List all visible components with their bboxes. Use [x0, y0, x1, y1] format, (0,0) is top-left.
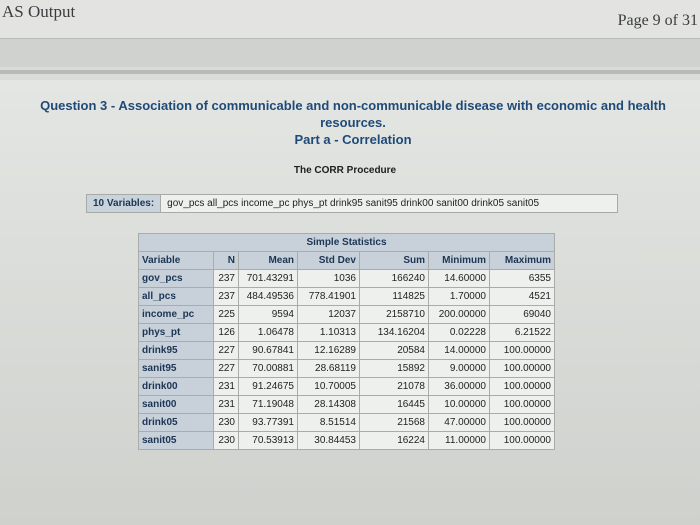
variables-label: 10 Variables:: [87, 195, 161, 212]
table-caption: Simple Statistics: [139, 234, 555, 252]
table-cell: 484.49536: [239, 288, 298, 306]
procedure-title: The CORR Procedure: [293, 165, 397, 176]
table-cell: 93.77391: [239, 414, 298, 432]
table-cell: 200.00000: [429, 306, 490, 324]
row-label: all_pcs: [139, 288, 214, 306]
table-row: [139, 270, 555, 288]
table-cell: 100.00000: [490, 432, 555, 450]
table-cell: 71.19048: [239, 396, 298, 414]
simple-statistics-table: [138, 233, 555, 450]
row-label: sanit00: [139, 396, 214, 414]
table-header-row: [139, 252, 555, 270]
table-cell: 166240: [360, 270, 429, 288]
column-header: Mean: [239, 252, 298, 270]
table-cell: 114825: [360, 288, 429, 306]
table-cell: 16224: [360, 432, 429, 450]
table-row: [139, 342, 555, 360]
table-cell: 6.21522: [490, 324, 555, 342]
column-header: Variable: [139, 252, 214, 270]
table-cell: 11.00000: [429, 432, 490, 450]
heading-line-3: Part a - Correlation: [294, 132, 412, 147]
table-cell: 100.00000: [490, 360, 555, 378]
table-cell: 36.00000: [429, 378, 490, 396]
table-cell: 15892: [360, 360, 429, 378]
table-cell: 701.43291: [239, 270, 298, 288]
table-cell: 126: [214, 324, 239, 342]
table-cell: 6355: [490, 270, 555, 288]
table-cell: 225: [214, 306, 239, 324]
table-cell: 231: [214, 396, 239, 414]
table-cell: 227: [214, 342, 239, 360]
table-cell: 1.06478: [239, 324, 298, 342]
table-cell: 10.70005: [298, 378, 360, 396]
column-header: Std Dev: [298, 252, 360, 270]
table-cell: 12.16289: [298, 342, 360, 360]
question-heading: [8, 97, 698, 148]
window-title-bar: [0, 0, 700, 39]
table-cell: 70.00881: [239, 360, 298, 378]
variables-box: [86, 194, 618, 213]
heading-line-2: resources.: [320, 115, 386, 130]
table-row: [139, 396, 555, 414]
table-cell: 100.00000: [490, 414, 555, 432]
toolbar-divider: [0, 70, 700, 74]
row-label: drink00: [139, 378, 214, 396]
table-cell: 28.14308: [298, 396, 360, 414]
table-cell: 100.00000: [490, 396, 555, 414]
row-label: sanit95: [139, 360, 214, 378]
table-cell: 70.53913: [239, 432, 298, 450]
table-row: [139, 378, 555, 396]
table-cell: 16445: [360, 396, 429, 414]
column-header: Sum: [360, 252, 429, 270]
table-cell: 4521: [490, 288, 555, 306]
table-cell: 1.10313: [298, 324, 360, 342]
table-cell: 0.02228: [429, 324, 490, 342]
table-cell: 20584: [360, 342, 429, 360]
table-cell: 1.70000: [429, 288, 490, 306]
table-cell: 100.00000: [490, 378, 555, 396]
table-cell: 100.00000: [490, 342, 555, 360]
table-cell: 9.00000: [429, 360, 490, 378]
variables-list: gov_pcs all_pcs income_pc phys_pt drink95 sanit95 drink00 sanit00 drink05 sanit05: [167, 198, 540, 209]
table-cell: 14.00000: [429, 342, 490, 360]
heading-line-1: Question 3 - Association of communicable and non-communicable disease with economic and health: [40, 98, 666, 113]
table-cell: 69040: [490, 306, 555, 324]
table-cell: 230: [214, 432, 239, 450]
table-cell: 90.67841: [239, 342, 298, 360]
table-cell: 230: [214, 414, 239, 432]
table-cell: 10.00000: [429, 396, 490, 414]
row-label: gov_pcs: [139, 270, 214, 288]
table-row: [139, 360, 555, 378]
table-cell: 231: [214, 378, 239, 396]
row-label: drink95: [139, 342, 214, 360]
row-label: phys_pt: [139, 324, 214, 342]
table-cell: 9594: [239, 306, 298, 324]
table-cell: 778.41901: [298, 288, 360, 306]
table-cell: 21078: [360, 378, 429, 396]
table-cell: 28.68119: [298, 360, 360, 378]
column-header: Maximum: [490, 252, 555, 270]
column-header: Minimum: [429, 252, 490, 270]
table-cell: 21568: [360, 414, 429, 432]
table-row: [139, 324, 555, 342]
table-cell: 237: [214, 288, 239, 306]
table-cell: 14.60000: [429, 270, 490, 288]
table-cell: 1036: [298, 270, 360, 288]
table-cell: 30.84453: [298, 432, 360, 450]
table-cell: 134.16204: [360, 324, 429, 342]
table-row: [139, 414, 555, 432]
table-row: [139, 306, 555, 324]
table-row: [139, 288, 555, 306]
table-cell: 91.24675: [239, 378, 298, 396]
row-label: income_pc: [139, 306, 214, 324]
table-body: [139, 270, 555, 450]
table-row: [139, 432, 555, 450]
table-cell: 2158710: [360, 306, 429, 324]
table-cell: 237: [214, 270, 239, 288]
table-cell: 227: [214, 360, 239, 378]
toolbar-band: [0, 39, 700, 67]
column-header: N: [214, 252, 239, 270]
table-cell: 12037: [298, 306, 360, 324]
table-cell: 47.00000: [429, 414, 490, 432]
row-label: drink05: [139, 414, 214, 432]
row-label: sanit05: [139, 432, 214, 450]
table-cell: 8.51514: [298, 414, 360, 432]
window-title: AS Output: [2, 2, 76, 21]
page-indicator: Page 9 of 31: [617, 12, 698, 29]
